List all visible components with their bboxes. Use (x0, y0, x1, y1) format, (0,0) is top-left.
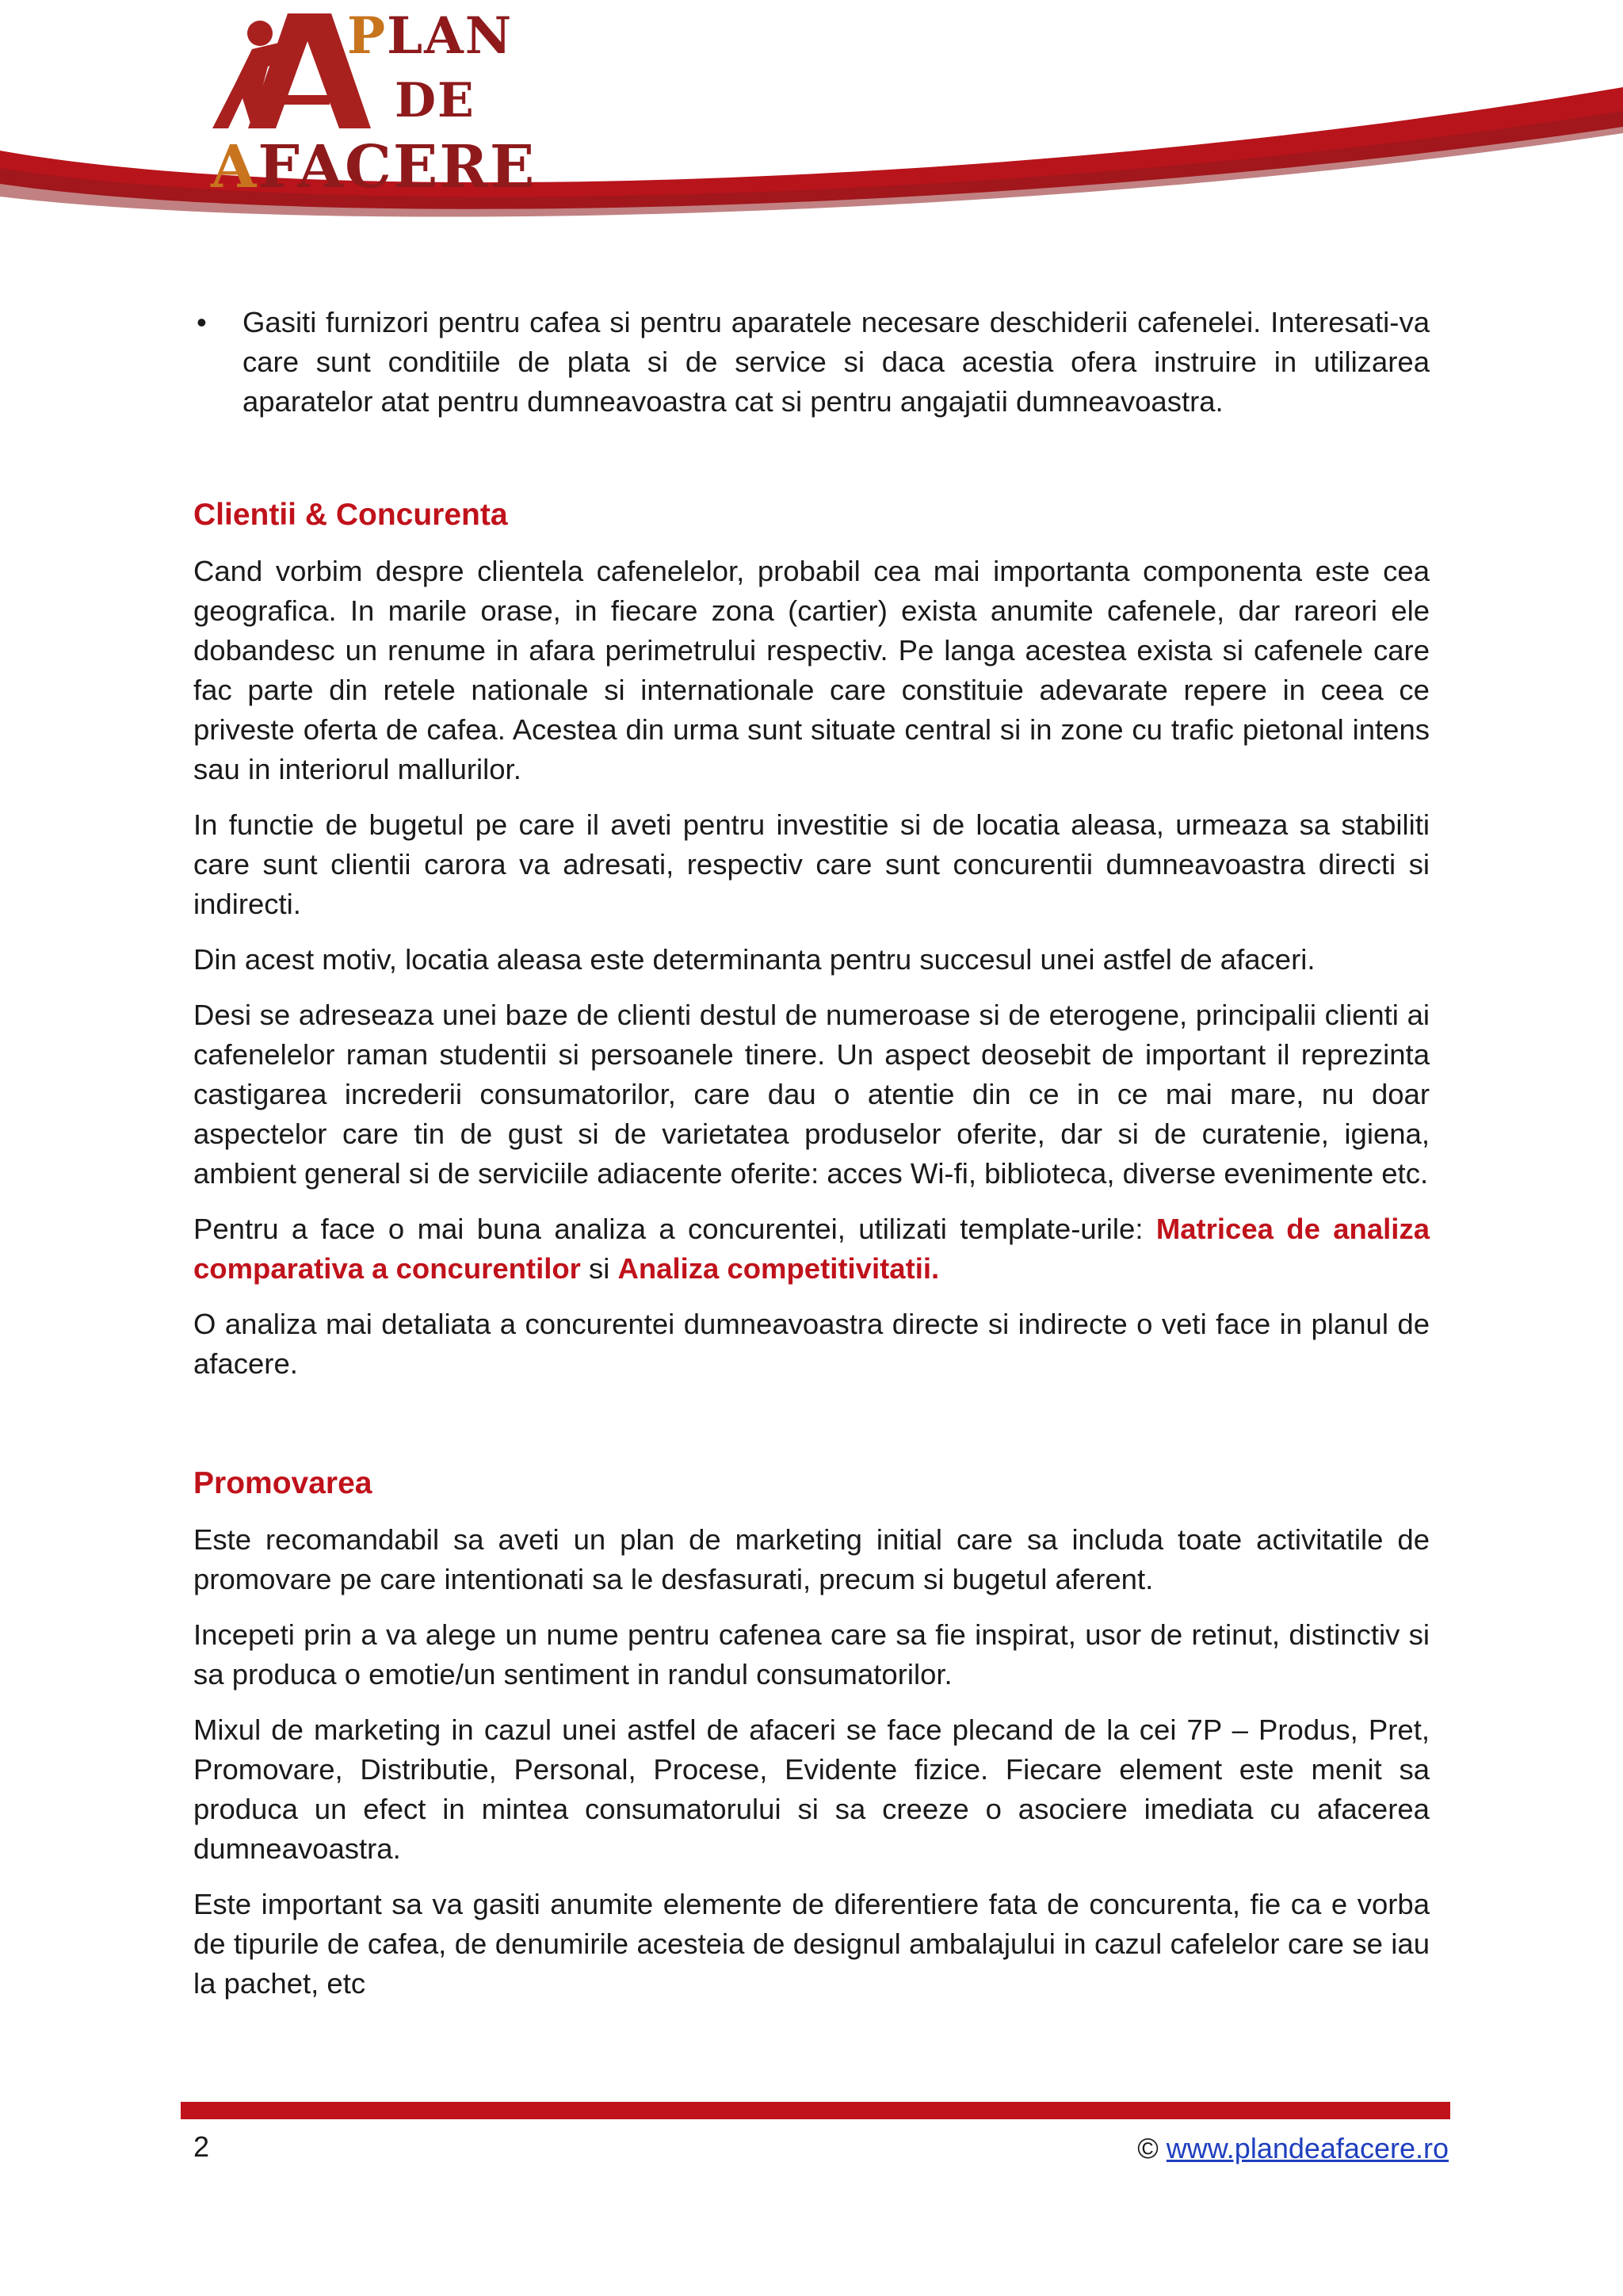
paragraph: O analiza mai detaliata a concurentei dumneavoastra directe si indirecte o veti face in planul de afacere. (193, 1308, 1430, 1380)
paragraph-templates: Pentru a face o mai buna analiza a concurentei, utilizati template-urile: Matricea de analiza comparativa a concurentilor si Analiza competitivitatii. (193, 1213, 1430, 1285)
copyright-symbol: © (1137, 2132, 1159, 2164)
paragraph: Cand vorbim despre clientela cafenelelor, probabil cea mai importanta componenta este cea geografica. In marile orase, in fiecare zona (cartier) exista anumite cafenele, dar rareori ele dobandesc un renume in afara perimetrului respectiv. Pe langa acestea exista si cafenele care fac parte din retele nationale si internationale care constituie adevarate repere in ceea ce priveste oferta de cafea. Acestea din urma sunt situate central si in zone cu trafic pietonal intens sau in interiorul mallurilor. (193, 555, 1430, 785)
document-body (193, 303, 1430, 2019)
bullet-icon: • (197, 306, 207, 338)
section-heading-promotion: Promovarea (193, 1466, 372, 1500)
footer-website (1137, 2132, 1449, 2165)
footer-divider (181, 2102, 1450, 2119)
logo-line-afacere: AFACERE (211, 133, 537, 201)
paragraph: Este recomandabil sa aveti un plan de marketing initial care sa includa toate activitatile de promovare pe care intentionati sa le desfasurati, precum si bugetul aferent. (193, 1523, 1430, 1595)
website-link[interactable]: www.plandeafacere.ro (1166, 2132, 1449, 2164)
paragraph: Mixul de marketing in cazul unei astfel de afaceri se face plecand de la cei 7P – Produs, Pret, Promovare, Distributie, Personal, Procese, Evidente fizice. Fiecare element este menit sa produca un efect in mintea consumatorului si sa creeze o asociere imediata cu afacerea dumneavoastra. (193, 1713, 1430, 1865)
logo-line-plan: PLAN (347, 6, 514, 66)
paragraph: Incepeti prin a va alege un nume pentru cafenea care sa fie inspirat, usor de retinut, distinctiv si sa produca o emotie/un sentiment in randul consumatorilor. (193, 1618, 1430, 1690)
page-header (0, 0, 1623, 238)
section-heading-clients: Clientii & Concurenta (193, 498, 508, 532)
paragraph: Este important sa va gasiti anumite elemente de diferentiere fata de concurenta, fie ca e vorba de tipurile de cafea, de denumirile acesteia de designul ambalajului in cazul cafelelor care se iau la pachet, etc (193, 1888, 1430, 2000)
paragraph: In functie de bugetul pe care il aveti pentru investitie si de locatia aleasa, urmeaza sa stabiliti care sunt clientii carora va adresati, respectiv care sunt concurentii dumneavoastra directi si indirecti. (193, 808, 1430, 920)
bullet-item (193, 303, 1430, 422)
logo-line-de: DE (395, 73, 475, 128)
page-number: 2 (193, 2130, 210, 2163)
paragraph: Din acest motiv, locatia aleasa este determinanta pentru succesul unei astfel de afaceri. (193, 943, 1316, 976)
bullet-text: Gasiti furnizori pentru cafea si pentru aparatele necesare deschiderii cafenelei. Interesati-va care sunt conditiile de plata si de service si daca acestia ofera instruire in utilizarea aparatelor atat pentru dumneavoastra cat si pentru angajatii dumneavoastra. (242, 306, 1430, 418)
template-link-matrix[interactable]: Matricea de analiza comparativa a concurentilor (193, 1213, 1430, 1285)
template-link-competitiveness[interactable]: Analiza competitivitatii (617, 1252, 932, 1285)
paragraph: Desi se adreseaza unei baze de clienti destul de numeroase si de eterogene, principalii clienti ai cafenelelor raman studentii si persoanele tinere. Un aspect deosebit de important il reprezinta castigarea increderii consumatorilor, care dau o atentie din ce in ce mai mare, nu doar aspectelor care tin de gust si de varietatea produselor oferite, dar si de curatenie, igiena, ambient general si de serviciile adiacente oferite: acces Wi-fi, biblioteca, diverse evenimente etc. (193, 999, 1430, 1190)
